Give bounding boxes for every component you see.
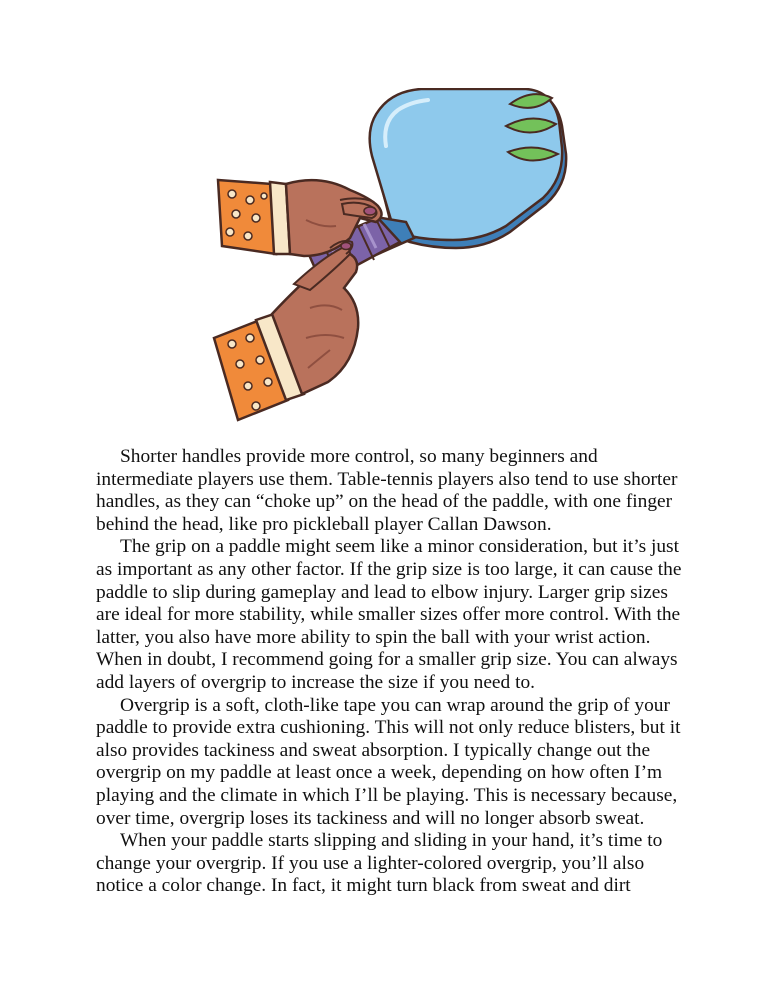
paddle-icon [370, 89, 566, 254]
lower-hand-icon [214, 241, 358, 420]
paragraph-overgrip: Overgrip is a soft, cloth-like tape you can wrap around the grip of your paddle to provide extra cushioning. This will not only reduce blisters, but it also provides tackiness and sweat absorption. I typically change out the overgrip on my paddle at least once a week, depending on how often I’m playing and the climate in which I’ll be playing. This is necessary because, over time, overgrip loses its tackiness and will no longer absorb sweat. [96, 694, 681, 829]
paragraph-change-overgrip: When your paddle starts slipping and sliding in your hand, it’s time to change your overgrip. If you use a lighter-colored overgrip, you’ll also notice a color change. In fact, it might turn black from sweat and dirt [96, 830, 663, 897]
paragraph-grip-size: The grip on a paddle might seem like a minor consideration, but it’s just as important as any other factor. If the grip size is too large, it can cause the paddle to slip during gameplay and lead to elbow injury. Larger grip sizes are ideal for more stability, while smaller sizes offer more control. With the latter, you also have more ability to spin the ball with your wrist action. When in doubt, I recommend going for a smaller grip size. You can always add layers of overgrip to increase the size if you need to. [96, 536, 682, 693]
pickleball-paddle-grip-illustration [210, 88, 570, 423]
paragraph-short-handles: Shorter handles provide more control, so many beginners and intermediate players use them. Table-tennis players also tend to use shorter handles, as they can “choke up” on the head of the paddle, with one finger behind the head, like pro pickleball player Callan Dawson. [96, 446, 678, 535]
body-text [96, 446, 686, 898]
